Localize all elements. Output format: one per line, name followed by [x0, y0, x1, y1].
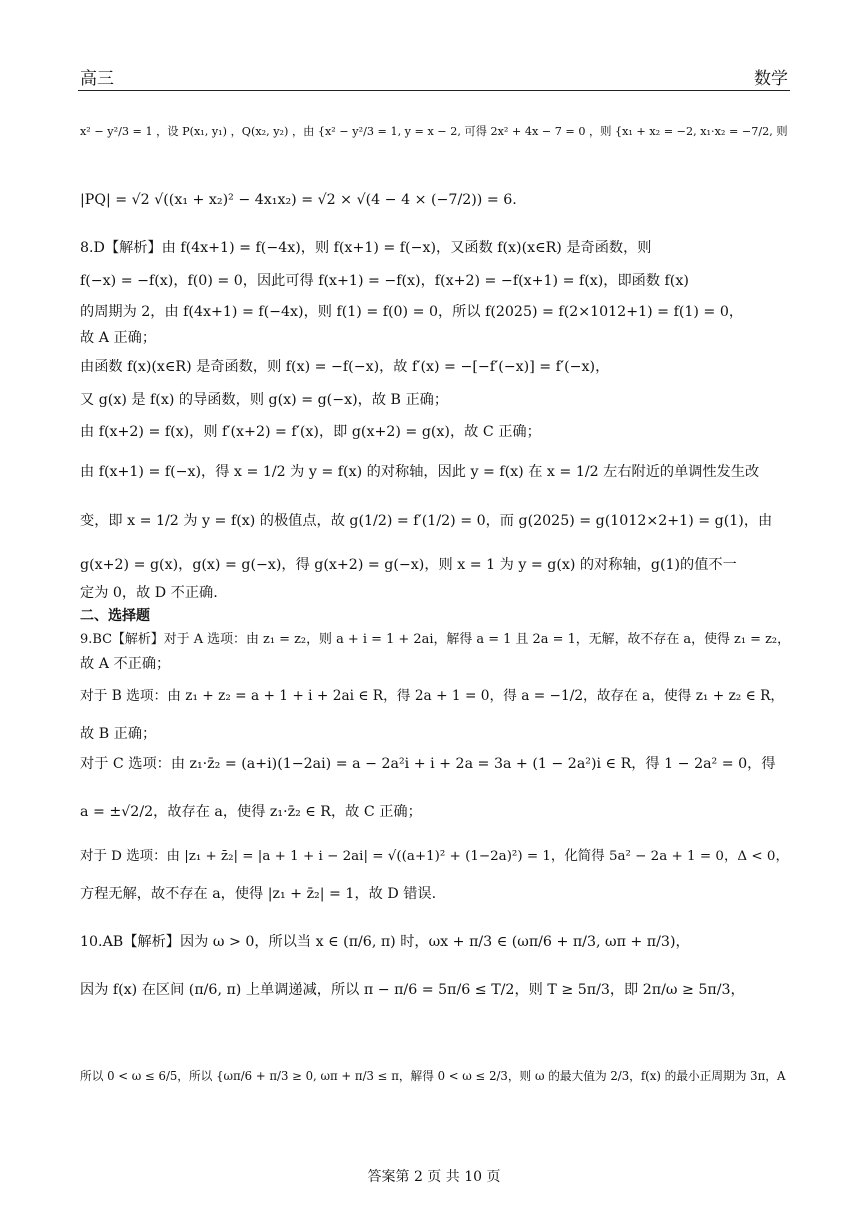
- text-line: x² − y²/3 = 1 ，设 P(x₁, y₁) ，Q(x₂, y₂) ，由 {x² − y²/3 = 1, y = x − 2, 可得 2x² + 4x − 7 = 0 ，则 {x₁ + x₂ = −2, x₁·x₂ = −7/2, 则: [80, 125, 788, 138]
- text-line: 由函数 f(x)(x∈R) 是奇函数，则 f(x) = −f(−x)，故 f′(x) = −[−f′(−x)] = f′(−x)，: [80, 359, 610, 375]
- text-line: 的周期为 2，由 f(4x+1) = f(−4x)，则 f(1) = f(0) = 0，所以 f(2025) = f(2×1012+1) = f(1) = 0，: [80, 304, 744, 320]
- text-line: 定为 0，故 D 不正确.: [80, 585, 218, 601]
- text-line: 又 g(x) 是 f(x) 的导函数，则 g(x) = g(−x)，故 B 正确；: [80, 392, 449, 408]
- text-line: 故 B 正确；: [80, 726, 157, 742]
- text-line: 9.BC【解析】对于 A 选项：由 z₁ = z₂，则 a + i = 1 + 2ai，解得 a = 1 且 2a = 1，无解，故不存在 a，使得 z₁ = z₂，: [80, 632, 791, 647]
- text-line: 8.D【解析】由 f(4x+1) = f(−4x)，则 f(x+1) = f(−x)，又函数 f(x)(x∈R) 是奇函数，则: [80, 240, 652, 256]
- section-heading: 二、选择题: [80, 608, 150, 624]
- text-line: 故 A 正确；: [80, 330, 157, 346]
- text-line: 故 A 不正确；: [80, 656, 171, 672]
- text-line: |PQ| = √2 √((x₁ + x₂)² − 4x₁x₂) = √2 × √(4 − 4 × (−7/2)) = 6.: [80, 192, 517, 208]
- text-line: 所以 0 < ω ≤ 6/5，所以 {ωπ/6 + π/3 ≥ 0, ωπ + π/3 ≤ π，解得 0 < ω ≤ 2/3，则 ω 的最大值为 2/3，f(x) 的最小正周期为 3π，A: [80, 1069, 786, 1083]
- text-line: 对于 B 选项：由 z₁ + z₂ = a + 1 + i + 2ai ∈ R，得 2a + 1 = 0，得 a = −1/2，故存在 a，使得 z₁ + z₂ ∈ R，: [80, 688, 785, 704]
- text-line: 对于 D 选项：由 |z₁ + z̄₂| = |a + 1 + i − 2ai| = √((a+1)² + (1−2a)²) = 1，化简得 5a² − 2a + 1 = 0，Δ < 0，: [80, 849, 789, 864]
- page-footer: 答案第 2 页 共 10 页: [367, 1169, 501, 1185]
- text-line: 变，即 x = 1/2 为 y = f(x) 的极值点，故 g(1/2) = f′(1/2) = 0，而 g(2025) = g(1012×2+1) = g(1)，由: [80, 513, 773, 529]
- text-line: 由 f(x+1) = f(−x)，得 x = 1/2 为 y = f(x) 的对称轴，因此 y = f(x) 在 x = 1/2 左右附近的单调性发生改: [80, 464, 760, 480]
- text-line: 因为 f(x) 在区间 (π/6, π) 上单调递减，所以 π − π/6 = 5π/6 ≤ T/2，则 T ≥ 5π/3，即 2π/ω ≥ 5π/3，: [80, 982, 745, 998]
- header-grade: 高三: [80, 69, 114, 89]
- text-line: 方程无解，故不存在 a，使得 |z₁ + z̄₂| = 1，故 D 错误.: [80, 886, 437, 902]
- text-line: 由 f(x+2) = f(x)，则 f′(x+2) = f′(x)，即 g(x+2) = g(x)，故 C 正确；: [80, 424, 541, 440]
- text-line: 10.AB【解析】因为 ω > 0，所以当 x ∈ (π/6, π) 时，ωx + π/3 ∈ (ωπ/6 + π/3, ωπ + π/3)，: [80, 934, 690, 950]
- text-line: f(−x) = −f(x)，f(0) = 0，因此可得 f(x+1) = −f(x)，f(x+2) = −f(x+1) = f(x)，即函数 f(x): [80, 273, 689, 289]
- header-subject: 数学: [754, 69, 788, 89]
- text-line: a = ±√2/2，故存在 a，使得 z₁·z̄₂ ∈ R，故 C 正确；: [80, 804, 422, 820]
- text-line: g(x+2) = g(x)，g(x) = g(−x)，得 g(x+2) = g(−x)，则 x = 1 为 y = g(x) 的对称轴，g(1)的值不一: [80, 557, 737, 573]
- text-line: 对于 C 选项：由 z₁·z̄₂ = (a+i)(1−2ai) = a − 2a²i + i + 2a = 3a + (1 − 2a²)i ∈ R，得 1 − 2a² = 0，得: [80, 756, 776, 772]
- page-header: [78, 62, 790, 91]
